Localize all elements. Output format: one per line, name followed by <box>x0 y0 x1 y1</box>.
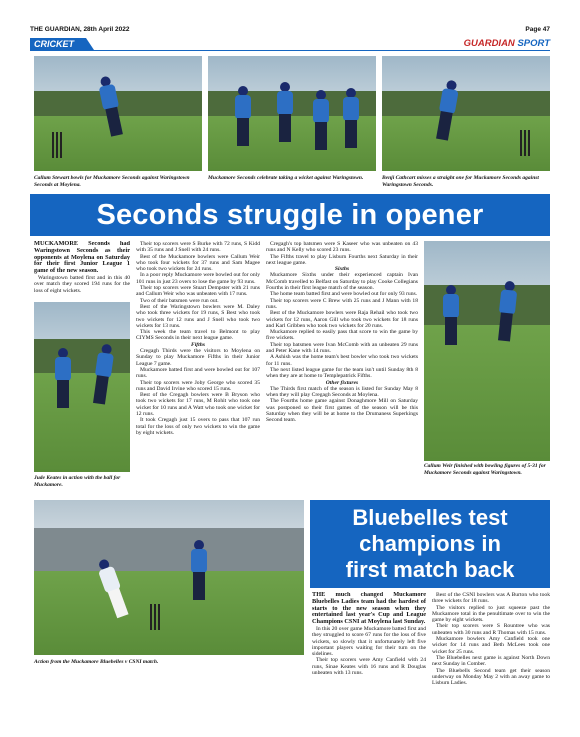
article-column <box>136 241 260 486</box>
article-paragraph: The visitors replied to just squeeze past the Muckamore total in the penultimate over to win the game by eight wickets. <box>432 604 550 624</box>
article-paragraph: The next listed league game for the team isn't until Sunday 8th 8 when they are at home to Templepatrick Fifths. <box>266 366 418 380</box>
article-paragraph: In a poor reply Muckamore were bowled out for only 101 runs in just 23 overs to lose the game by 93 runs. <box>136 272 260 285</box>
headline-line: champions in <box>359 531 501 556</box>
article-column <box>432 592 550 722</box>
publication-date: THE GUARDIAN, 28th April 2022 <box>30 26 130 33</box>
article-paragraph: Best of the Waringstown bowlers were M. Daley who took three wickets for 19 runs, S Best who took two wickets for 12 runs and J Snell who took two wickets for 13 runs. <box>136 303 260 329</box>
brand-sport: SPORT <box>517 38 550 49</box>
article-paragraph: Their top scorers were Joby George who scored 35 runs and David Irvine who scored 15 runs. <box>136 379 260 392</box>
article-paragraph: The Thirds first match of the season is listed for Sunday May 8 when they will play Cregagh Seconds at Moylena. <box>266 385 418 399</box>
article-paragraph: In this 20 over game Muckamore batted first and they struggled to score 67 runs for the loss of five wickets, so slowly that it unfortunately left five important players waiting for their turn on the sidelines. <box>312 625 426 658</box>
article-lead: THE much changed Muckamore Bluebelles Ladies team had the hardest of starts to the new season when they entertained last year's Cup and League Champions CSNI at Moylena last Sunday. <box>312 592 426 626</box>
article-paragraph: A Ashish was the home team's best bowler who took two wickets for 11 runs. <box>266 354 418 367</box>
photo-caption: Callum Stewart bowls for Muckamore Seconds against Waringstown Seconds at Moylena. <box>34 175 190 188</box>
section-bar <box>30 38 550 51</box>
article-paragraph: Muckamore bowlers Amy Canfield took one wicket for 14 runs and Beth McLees took one wicket for 25 runs. <box>432 636 550 655</box>
page-number: Page 47 <box>525 26 550 33</box>
article-paragraph: Their top scorers were Stuart Dempster with 21 runs and Callum Weir who was unbeaten with 17 runs. <box>136 285 260 298</box>
article-column <box>312 592 426 722</box>
photo-bowler <box>34 56 202 171</box>
article-paragraph: The Bluebells Second team get their season underway on Monday May 2 with an away game to Lisburn Ladies. <box>432 667 550 687</box>
article-paragraph: Their top scorers were C Brew with 25 runs and J Mann with 18 runs. <box>266 297 418 310</box>
article-paragraph: The Fifths travel to play Lisburn Fourths next Saturday in their next league game. <box>266 253 418 266</box>
photo-caption: Callum Weir finished with bowling figures of 5-31 for Muckamore Seconds against Waringstown. <box>424 463 546 476</box>
article-subheading: Other fixtures <box>325 379 359 386</box>
article-column <box>266 241 418 486</box>
article-column <box>34 241 130 299</box>
article-paragraph: Best of the Muckamore bowlers were Callum Weir who took four wickets for 37 runs and Sam Magee who took two wickets for 24 runs. <box>136 253 260 273</box>
brand-name: GUARDIAN <box>463 38 515 49</box>
article-paragraph: Two of their batsmen were run out. <box>140 297 219 304</box>
article-paragraph: Best of the CSNI bowlers was A Burton who took three wickets for 18 runs. <box>432 592 550 605</box>
page-header <box>30 24 550 36</box>
article-paragraph: Muckamore Sixths under their experienced captain Ivan McComb travelled to Belfast on Saturday to play Cooke Collegians Fourths in their first league match of the season. <box>266 272 418 292</box>
article-paragraph: Best of the Cregagh bowlers were B Bryson who took two wickets for 17 runs, M Rohit who took one wicket for 10 runs and A Watt who took one wicket for 12 runs. <box>136 392 260 418</box>
article-paragraph: Their top batsmen were Ivan McComb with an unbeaten 29 runs and Peter Kane with 14 runs. <box>266 341 418 355</box>
article-paragraph: The Bluebelles next game is against North Down next Sunday in Comber. <box>432 654 550 668</box>
article-paragraph: Muckamore replied to easily pass that score to win the game by five wickets. <box>266 329 418 342</box>
photo-caption: Jude Keates in action with the ball for Muckamore. <box>34 475 121 488</box>
headline-line: first match back <box>345 557 515 582</box>
article-headline <box>310 500 550 588</box>
article-paragraph: Best of the Muckamore bowlers were Raja Rehail who took two wickets for 12 runs, Aaron Gill who took two wickets for 18 runs and Karl Gribben who took two wickets for 20 runs. <box>266 310 418 329</box>
section-tag: CRICKET <box>30 38 86 50</box>
article-paragraph: The Fourths home game against Donaghmore Mill on Saturday was postponed so their first games of the season will be this Saturday when they will be at home to the Drumaness Superkings Second team. <box>266 398 418 424</box>
photo-callum-weir <box>424 241 550 461</box>
article-paragraph: Their top scorers were S Rountree who was unbeaten with 30 runs and R Thomas with 15 runs. <box>432 623 550 636</box>
article-paragraph: Their top scorers were S Burke with 72 runs, S Kidd with 35 runs and J Snell with 24 runs. <box>136 241 260 254</box>
photo-jude-keates <box>34 302 130 472</box>
photo-caption: Action from the Muckamore Bluebelles v CSNI match. <box>34 659 159 665</box>
article-lead: MUCKAMORE Seconds had Waringstown Seconds as their opponents at Moylena on Saturday for their first Junior League 1 game of the new season. <box>34 241 130 275</box>
article-paragraph: Muckamore batted first and were bowled out for 107 runs. <box>136 366 260 380</box>
article-paragraph: Their top scorers were Amy Canfield with 24 runs, Sinae Keates with 16 runs and R Douglas unbeaten with 13 runs. <box>312 657 426 677</box>
photo-caption: Muckamore Seconds celebrate taking a wicket against Waringstown. <box>208 175 364 181</box>
article-headline: Seconds struggle in opener <box>30 194 550 236</box>
photo-caption: Benji Cathcart misses a straight one for Muckamore Seconds against Waringstown Seconds. <box>382 175 539 188</box>
article-subheading: Sixths <box>334 266 350 273</box>
brand-logo <box>464 38 550 50</box>
headline-line: Bluebelles test <box>352 505 508 530</box>
photo-bluebelles <box>34 500 304 655</box>
photo-batsman <box>382 56 550 171</box>
article-paragraph: Waringstown batted first and in this 40 over match they scored 194 runs for the loss of eight wickets. <box>34 274 130 294</box>
article-subheading: Fifths <box>191 341 205 348</box>
article-paragraph: Cregagh's top batsmen were S Kaseer who was unbeaten on 43 runs and N Kelly who scored 23 runs. <box>266 241 418 254</box>
photo-celebration <box>208 56 376 171</box>
article-paragraph: It took Cregagh just 15 overs to pass that 107 run total for the loss of only two wickets to win the game by eight wickets. <box>136 417 260 436</box>
article-paragraph: This week the team travel to Belmont to play CIYMS Seconds in their next league game. <box>136 329 260 342</box>
article-paragraph: Cregagh Thirds were the visitors to Moylena on Sunday to play Muckamore Fifths in their Junior League 7 game. <box>136 348 260 367</box>
article-paragraph: The home team batted first and were bowled out for only 93 runs. <box>270 291 418 298</box>
